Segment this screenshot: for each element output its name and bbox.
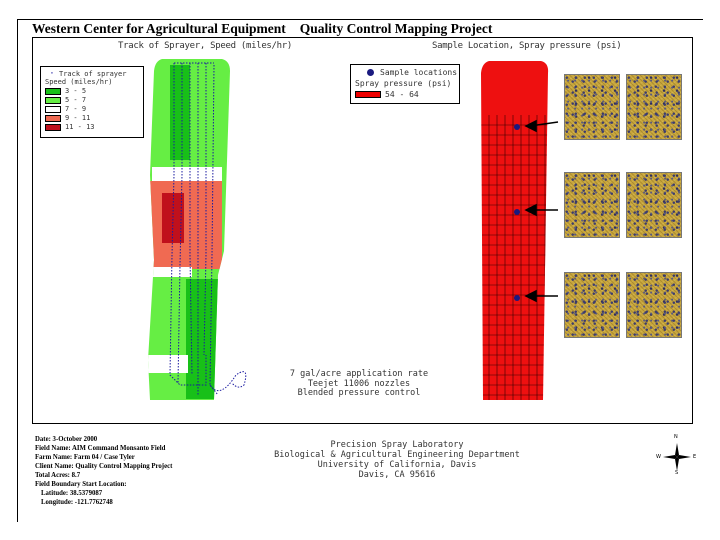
speed-zone-11-13 (162, 193, 184, 243)
legend-class-1: 5 - 7 (45, 96, 86, 104)
legend-swatch (45, 106, 61, 113)
legend-swatch (45, 115, 61, 122)
compass-n: N (674, 434, 678, 440)
map-title (32, 21, 492, 37)
legend-swatch (355, 91, 381, 98)
sample-card-image (564, 272, 620, 338)
legend-speed-header: Speed (miles/hr) (45, 78, 113, 86)
info-field-name: Field Name: AIM Command Monsanto Field (35, 445, 166, 452)
lab-line1: Precision Spray Laboratory (330, 440, 464, 450)
info-date: Date: 3-October 2000 (35, 436, 98, 443)
right-map-subtitle: Sample Location, Spray pressure (psi) (432, 41, 622, 51)
notes-line2: Teejet 11006 nozzles (307, 378, 411, 389)
lab-line2: Biological & Agricultural Engineering Department (274, 450, 520, 460)
sample-dot-icon (367, 69, 374, 76)
legend-swatch (45, 97, 61, 104)
legend-sample-label: Sample locations (380, 68, 458, 77)
speed-zone-3-5 (170, 65, 190, 160)
compass-w: W (656, 454, 661, 460)
track-loop (210, 372, 246, 391)
legend-class-0: 3 - 5 (45, 87, 86, 95)
track-symbol-icon: · (49, 69, 55, 79)
notes-line3: Blended pressure control (297, 388, 421, 398)
project-info (35, 435, 172, 507)
legend-track-label: Track of sprayer (59, 70, 127, 78)
info-farm-name: Farm Name: Farm 04 / Case Tyler (35, 454, 135, 461)
info-total-acres: Total Acres: 8.7 (35, 472, 81, 479)
legend-pressure-header: Spray pressure (psi) (355, 79, 452, 88)
legend-class-4: 11 - 13 (45, 123, 95, 131)
arrow-head-icon (526, 205, 536, 215)
notes-line1: 7 gal/acre application rate (289, 369, 429, 379)
arrow-head-icon (526, 291, 536, 301)
speed-legend (40, 66, 144, 138)
sample-card-image (564, 172, 620, 238)
info-client-name: Client Name: Quality Control Mapping Project (35, 463, 173, 470)
legend-class-3: 9 - 11 (45, 114, 90, 122)
legend-pressure-class-0: 54 - 64 (355, 90, 419, 99)
lab-line3: University of California, Davis (317, 460, 477, 470)
speed-zone-7-9 (148, 355, 188, 373)
legend-swatch (45, 124, 61, 131)
speed-zone-9-11 (150, 181, 222, 269)
speed-zone-7-9 (148, 267, 192, 277)
left-map-subtitle: Track of Sprayer, Speed (miles/hr) (118, 41, 293, 51)
title-center: Western Center for Agricultural Equipment (32, 21, 286, 36)
pressure-legend (350, 64, 460, 104)
legend-swatch (45, 88, 61, 95)
title-project: Quality Control Mapping Project (299, 21, 493, 36)
sample-card-image (626, 74, 682, 140)
sample-card-image (626, 272, 682, 338)
info-boundary: Field Boundary Start Location: (35, 481, 127, 488)
legend-class-2: 7 - 9 (45, 105, 86, 113)
lab-credits (262, 440, 532, 480)
info-latitude: Latitude: 38.5379087 (41, 490, 103, 497)
sample-arrows (518, 110, 566, 310)
sample-card-image (564, 74, 620, 140)
sample-card-image (626, 172, 682, 238)
arrow-head-icon (526, 121, 536, 131)
speed-map (140, 55, 260, 407)
application-notes (280, 370, 438, 399)
compass-e: E (693, 454, 697, 460)
lab-line4: Davis, CA 95616 (358, 470, 436, 480)
compass-s: S (675, 470, 679, 476)
info-longitude: Longitude: -121.7762748 (41, 499, 113, 506)
compass-rose (655, 434, 699, 477)
